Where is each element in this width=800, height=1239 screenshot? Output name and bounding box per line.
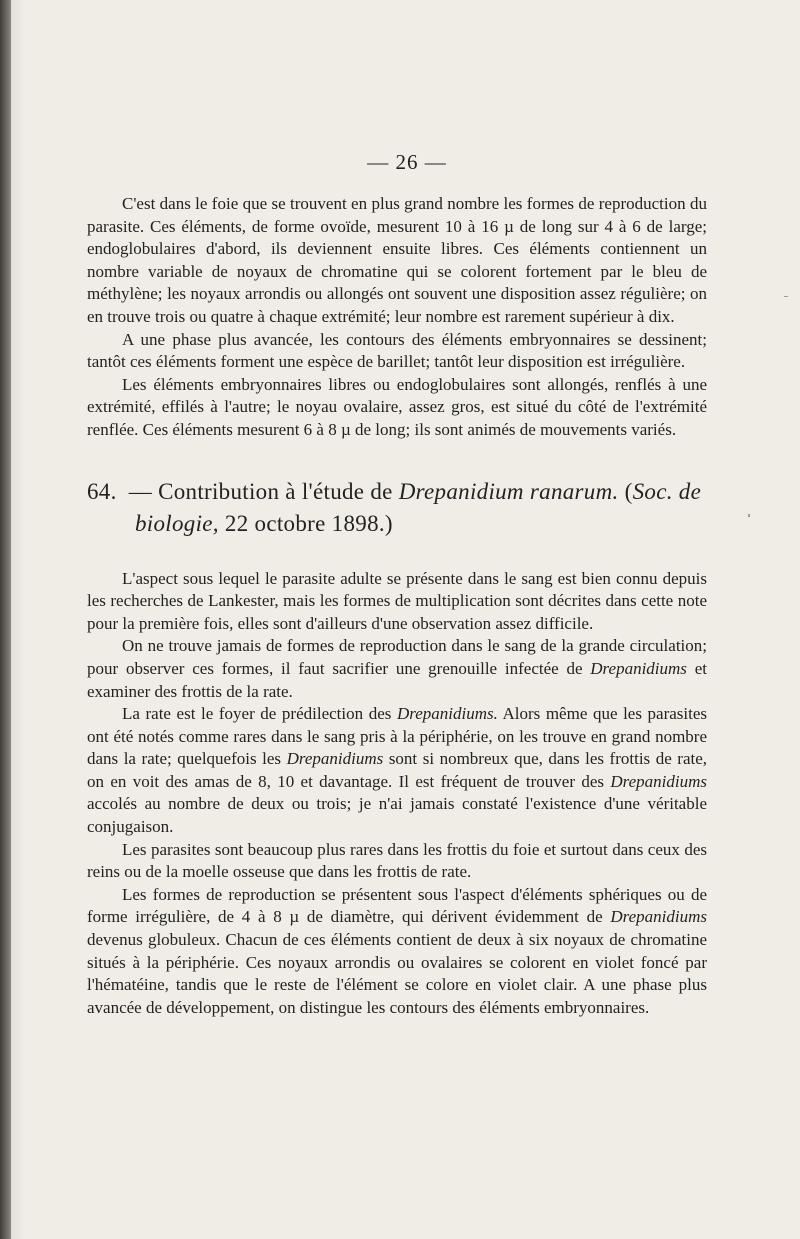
text-run: sont si nombreux que, dans les frottis de rate, on en voit des amas de 8, 10 et davantage. Il est fréquent de trouver des [87, 749, 708, 791]
text-run: et examiner des frottis de la rate. [87, 658, 707, 701]
body-paragraph: L'aspect sous lequel le parasite adulte se présente dans le sang est bien connu depuis les recherches de Lankester, mais les formes de multiplication sont décrites dans cette note pour la première fois, elles sont d'ailleurs d'une observation assez difficile. [87, 568, 707, 633]
intro-paragraph: Les éléments embryonnaires libres ou endoglobulaires sont allongés, renflés à une extrémité, effilés à l'autre; le noyau ovalaire, assez gros, est situé du côté de l'extrémité renflée. Ces éléments mesurent 6 à 8 µ de long; ils sont animés de mouvements variés. [87, 374, 707, 439]
italic-term: Drepanidiums [286, 749, 384, 769]
article-dash: — [128, 478, 153, 504]
italic-term: Drepanidiums [610, 771, 707, 791]
article-source: Soc. de biologie, [135, 478, 702, 536]
article-number: 64. [87, 478, 117, 504]
scan-binding-edge [0, 0, 11, 1239]
document-page [11, 0, 800, 1239]
intro-paragraph: A une phase plus avancée, les contours des éléments embryonnaires se dessinent; tantôt ces éléments forment une espèce de barillet; tantôt leur disposition est irrégulière. [87, 329, 707, 372]
italic-term: Drepanidiums [590, 658, 687, 678]
body-paragraph: Les parasites sont beaucoup plus rares dans les frottis du foie et surtout dans ceux des reins ou de la moelle osseuse que dans les frottis de rate. [87, 839, 707, 882]
scan-speck [784, 296, 788, 297]
text-run: devenus globuleux. Chacun de ces éléments contient de deux à six noyaux de chromatine situés à la périphérie. Ces noyaux arrondis ou ovalaires se colorent en violet foncé par l'hématéine, tandis que le reste de l'élément se colore en violet clair. A une phase plus avancée de développement, on distingue les contours des éléments embryonnaires. [87, 930, 707, 1017]
article-heading [87, 476, 707, 540]
article-genus: Drepanidium ranarum. [398, 478, 619, 504]
body-paragraph [87, 703, 707, 839]
body-paragraph [87, 635, 707, 703]
italic-term: Drepanidiums [610, 907, 707, 927]
text-run: accolés au nombre de deux ou trois; je n'ai jamais constaté l'existence d'une véritable conjugaison. [87, 794, 707, 837]
intro-paragraph: C'est dans le foie que se trouvent en plus grand nombre les formes de reproduction du parasite. Ces éléments, de forme ovoïde, mesurent 10 à 16 µ de long sur 4 à 6 de large; endoglobulaires d'abord, ils deviennent ensuite libres. Ces éléments contiennent un nombre variable de noyaux de chromatine qui se colorent fortement par le bleu de méthylène; les noyaux arrondis ou allongés ont souvent une disposition assez régulière; on en trouve trois ou quatre à chaque extrémité; leur nombre est rarement supérieur à dix. [87, 194, 707, 326]
text-run: Alors même que les parasites ont été notés comme rares dans le sang pris à la périphérie, on les trouve en grand nombre dans la rate; quelquefois les [87, 704, 708, 769]
italic-term: Drepanidiums. [396, 704, 498, 724]
article-paren: ( [624, 478, 633, 504]
text-run: Les formes de reproduction se présentent sous l'aspect d'éléments sphériques ou de forme irrégulière, de 4 à 8 µ de diamètre, qui dérivent évidemment de [87, 884, 707, 927]
page-content [87, 150, 707, 1019]
page-number: — 26 — [367, 150, 447, 174]
text-run: La rate est le foyer de prédilection des [122, 704, 392, 724]
body-paragraph [87, 884, 707, 1020]
article-title: Contribution à l'étude de [158, 478, 393, 504]
text-run: On ne trouve jamais de formes de reproduction dans le sang de la grande circulation; pour observer ces formes, il faut sacrifier une grenouille infectée de [87, 636, 707, 678]
article-date: 22 octobre 1898.) [224, 510, 393, 536]
scan-speck [748, 514, 750, 517]
